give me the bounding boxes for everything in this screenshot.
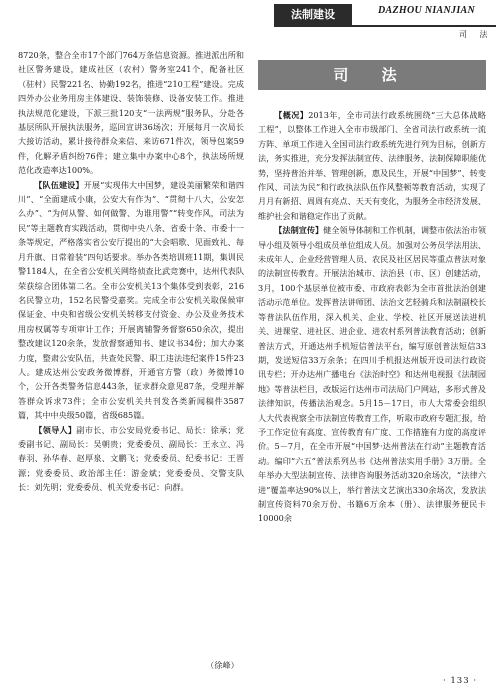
overview-heading: 【概况】 [274,110,309,120]
page-number: · 133 · [443,676,478,686]
header-rule [274,25,496,27]
author-credit: （徐峰） [206,660,239,670]
running-section-label: 司 法 [459,30,493,39]
legal-publicity-heading: 【法制宣传】 [274,225,324,236]
team-building-paragraph [18,178,244,423]
right-column [258,108,486,526]
journal-name: DAZHOU NIANJIAN [378,5,476,16]
legal-publicity-paragraph [258,223,486,526]
leaders-text: 副市长、市公安局党委书记、局长：徐承；党委副书记、副局长：吴朝贵；党委委员、副局长：王永立、冯春羽、孙华春、赵厚泉、文鹏飞；党委委员、纪委书记：王晋源；党委委员、政治部主任：游金斌；党委委员、交警支队长：刘先明；党委委员、机关党委书记：向群。 [18,424,244,493]
team-building-heading: 【队伍建设】 [34,179,84,190]
leaders-heading: 【领导人】 [34,424,77,435]
leaders-paragraph [18,423,244,495]
team-building-text: 开展“实现伟大中国梦，建设美丽繁荣和谐四川”、“全面建成小康，公安大有作为”、“贯彻十八大，公安怎么办”、“为何从警、如何做警、为谁用警”“转变作风，司法为民”等主题教育实践活动，贯彻中央八条、省委十条、市委十一条等规定，严格落实省公安厅提出的“大会唱歌、见面致礼、每月升旗、日常着装”四句话要求。举办各类培训班11期，集训民警1184人，在全省公安机关网络侦查比武竞赛中，达州代表队荣获综合团体第二名。全市公安机关13个集体受到表彰，216名民警立功，152名民警受嘉奖。完成全市公安机关取保候审保证金、中央和省级公安机关转移支付资金、办公及业务技术用房权属等专项审计工作；开展离辅警务督察650余次，提出整改建议120余条，发放督察通知书、建议书34份；加大办案力度，整肃公安队伍，共查处民警、职工违法违纪案件15件23人。建成达州公安政务微博群，开通官方警（政）务微博10个，公开各类警务信息443条，征求群众意见87条，受理并解答群众诉求73件；全市公安机关共刊发各类新闻稿件3587篇，其中中央级50篇，省级685篇。 [18,179,244,421]
section-tab: 法制建设 [274,4,352,25]
overview-text: 2013年，全市司法行政系统围绕“三大总体战略工程”，以整体工作进入全市市级部门、全省司法行政系统一流方阵、单项工作进入全国司法行政系统先进行列为目标，创新方法，务实推进，充分发挥法制宣传、法律服务、法制保障职能优势，坚持普治并举、管理创新，惠及民生，开展“中国梦”、转变作风、司法为民”和行政执法队伍作风整顿等教育活动，实现了月月有新招、周周有亮点、天天有变化，为服务全市经济发展、维护社会和谐稳定作出了贡献。 [258,110,486,221]
section-banner: 司 法 [258,60,486,90]
overview-paragraph [258,108,486,223]
left-column [18,48,244,495]
legal-publicity-text: 健全领导体制和工作机制，调整市依法治市领导小组及领导小组成员单位组成人员。加强对公务员学法用法、未成年人、企业经营管理人员、农民及社区居民等重点普法对象的法制宣传教育。开展法治城市、法治县（市、区）创建活动，3月，100个基层单位被市委、市政府表彰为全市首批法治创建活动示范单位。发挥普法讲师团、法治文艺轻骑兵和法制副校长等普法队伍作用，深入机关、企业、学校、社区开展送法进机关、进课堂、进社区、进企业、进农村系列普法教育活动；创新普法方式，开通达州手机短信普法平台，编写原创普法短信33期，发送短信33万余条；在四川手机报达州版开设司法行政资讯专栏；开办达州广播电台《法治时空》和达州电视报《法制园地》等普法栏目，改版运行达州市司法局门户网站，多形式普及法律知识，传播法治观念。5月15－17日，市人大常委会组织人大代表视察全市法制宣传教育工作，听取市政府专题汇报，给予工作定位有高度、宣传教育有广度、工作措施有力度的高度评价。5－7月，在全市开展“中国梦·达州普法在行动”主题教育活动。编印“六五”普法系列丛书《达州普法实用手册》3万册。全年举办大型法制宣传、法律咨询服务活动320余场次，“法律六进”覆盖率达90%以上，举行普法文艺演出330余场次，发放法制宣传资料70余万份、书籍6万余本（册）、法律服务便民卡10000余 [258,225,486,524]
public-security-paragraph: 8720条，整合全市17个部门764万条信息资源。推进派出所和社区警务建设，建成社区（农村）警务室241个，配备社区（驻村）民警221名、协勤192名，推进“210工程”建设。完成四外办公业务用房主体建设、装饰装修、设备安装工作。推进执法规范化建设，下派三批120支“一法两规”服务队，分赴各基层所队开展执法服务，巡回宣讲36场次；开展每月一次局长大接访活动，累计接待群众来信、来访671件次，领导包案59件，化解矛盾纠纷76件；建立集中办案中心8个，执法场所规范化改造率达100%。 [18,50,244,176]
